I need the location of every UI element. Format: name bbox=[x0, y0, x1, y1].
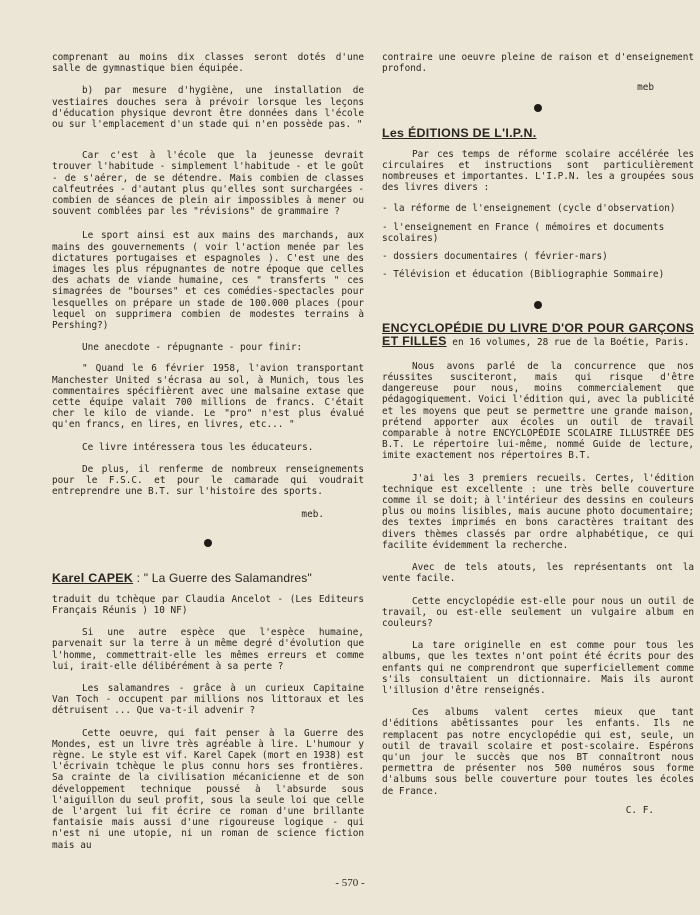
paragraph: contraire une oeuvre pleine de raison et d'enseignement profond. bbox=[382, 52, 694, 75]
paragraph: Les salamandres - grâce à un curieux Capitaine Van Toch - occupent par millions nos littoraux et les détruisent ... Que va-t-il advenir ? bbox=[52, 682, 364, 717]
paragraph: Une anecdote - répugnante - pour finir: bbox=[82, 342, 303, 354]
paragraph: La tare originelle en est comme pour tous les albums, que les textes n'ont point été écrits pour des enfants qui ne comprendront que superficiellement comme s'ils consultaient un dictionnaire. Mais ils auront l'illusion d'être renseignés. bbox=[382, 640, 694, 696]
publication-list bbox=[382, 203, 694, 280]
left-column bbox=[52, 52, 364, 851]
paragraph: Ce livre intéressera tous les éducateurs. bbox=[82, 441, 314, 453]
list-item: - l'enseignement en France ( mémoires et documents scolaires) bbox=[382, 221, 665, 244]
paragraph: Cette encyclopédie est-elle pour nous un outil de travail, ou est-elle seulement un vulgaire album en couleurs? bbox=[382, 595, 694, 629]
paragraph: comprenant au moins dix classes seront dotés d'une salle de gymnastique bien équipée. bbox=[52, 52, 364, 75]
paragraph: Le sport ainsi est aux mains des marchands, aux mains des gouvernements ( voir l'action menée par les dictatures portugaises et espagnoles ). C'est une des images les plus répugnantes de notre époque que celles des achats de viande humaine, ces " transferts " ces simagrées de "bourses" et ces comédies-spectacles pour lesquelles on prépare un stade de 100.000 places (pour lequel on supprimera combien de modestes terrains à Pershing?) bbox=[52, 230, 364, 332]
quotation: " Quand le 6 février 1958, l'avion transportant Manchester United s'écrasa au sol, à Munich, tous les commentaires spécifièrent avec une malsaine extase que cette équipe valait 700 millions de francs. C'était cher le kilo de viande. Le "pro" n'est plus évalué qu'en francs, en lires, en livres, etc... " bbox=[52, 363, 364, 431]
section-bullet bbox=[534, 104, 542, 112]
page-number: - 570 - bbox=[335, 877, 365, 889]
encyclopedia-heading bbox=[382, 323, 694, 347]
signature: meb. bbox=[301, 508, 324, 520]
paragraph: Avec de tels atouts, les représentants ont la vente facile. bbox=[382, 562, 694, 585]
paragraph: J'ai les 3 premiers recueils. Certes, l'édition technique est excellente : une très belle couverture comme il se doit; à l'intérieur des dessins en couleurs plus ou moins lisibles, mais aucune photo documentaire; des textes imprimés en bons caractères traitant des divers thèmes classés par ordre alphabétique, ce qui facilite évidemment la recherche. bbox=[382, 472, 694, 551]
paragraph: Nous avons parlé de la concurrence que nos réussites susciteront, mais qui risque d'être dangereuse pour nous, moins commercialement que pédagogiquement. Voici l'édition qui, avec la publicité et les moyens que peut se permettre une grande maison, prétend apporter aux écoles un outil de travail comparable à notre ENCYCLOPÉDIE SCOLAIRE ILLUSTRÉE DES B.T. Le répertoire lui-même, nommé Guide de lecture, imite exactement nos répertoires B.T. bbox=[382, 360, 694, 462]
author-name: Karel CAPEK bbox=[52, 570, 134, 585]
paragraph: Par ces temps de réforme scolaire accélérée les circulaires et instructions sont particulièrement nombreuses et importantes. L'I.P.N. les a groupées sous des livres divers : bbox=[382, 148, 694, 194]
paragraph: Ces albums valent certes mieux que tant d'éditions abêtissantes pour les enfants. Ils ne remplacent pas notre encyclopédie qui est, seule, un outil de travail scolaire et post-scolaire. Espérons qu'un jour le succès que nos BT connaîtront nous permettra de présenter nos 500 numéros sous forme d'albums sous belle couverture pour toutes les écoles de France. bbox=[382, 707, 694, 797]
book-subtitle: traduit du tchèque par Claudia Ancelot - (Les Editeurs Français Réunis ) 10 NF) bbox=[52, 593, 364, 616]
list-item: - la réforme de l'enseignement (cycle d'observation) bbox=[382, 203, 676, 215]
paragraph: Cette oeuvre, qui fait penser à la Guerre des Mondes, est un livre très agréable à lire. L'humour y règne. Le style est vif. Karel Capek (mort en 1938) est l'écrivain tchèque le plus connu hors ses frontières. Sa crainte de la civilisation mécanicienne et de son développement technique poussé à l'absurde sous l'aiguillon du seul profit, sous la seule loi que celle de l'argent lui fit écrire ce roman d'une brillante fantaisie mais aussi d'une rigoureuse logique - qui n'est ni une utopie, ni un roman de science fiction mais au bbox=[52, 727, 364, 851]
list-item: - Télévision et éducation (Bibliographie Sommaire) bbox=[382, 269, 665, 281]
book-review-heading bbox=[52, 567, 364, 586]
book-title: " La Guerre des Salamandres" bbox=[143, 570, 312, 585]
paragraph: De plus, il renferme de nombreux renseignements pour le F.S.C. et pour le camarade qui voudrait entreprendre une B.T. sur l'histoire des sports. bbox=[52, 463, 364, 498]
section-bullet bbox=[534, 301, 542, 309]
signature: C. F. bbox=[625, 804, 654, 816]
title-separator: : bbox=[133, 570, 144, 585]
paragraph: Car c'est à l'école que la jeunesse devrait trouver l'habitude - simplement l'habitude - et le goût - de s'aérer, de se détendre. Mais combien de classes calfeutrées - d'autant plus qu'elles sont surchargées - combien de séances de plein air impossibles à mener ou souvent comblées par les "révisions" de grammaire ? bbox=[52, 150, 364, 218]
section-title-ipn: Les ÉDITIONS DE L'I.P.N. bbox=[382, 125, 537, 140]
section-bullet bbox=[204, 539, 212, 547]
paragraph: Si une autre espèce que l'espèce humaine, parvenait sur la terre à un même degré d'évolution que l'homme, commettrait-elle les mêmes erreurs et comme lui, irait-elle délibérément à sa perte ? bbox=[52, 627, 364, 672]
publisher-details: en 16 volumes, 28 rue de la Boétie, Paris. bbox=[446, 336, 690, 348]
list-item: - dossiers documentaires ( février-mars) bbox=[382, 251, 608, 263]
section-title-encyclopedia: ENCYCLOPÉDIE DU LIVRE D'OR POUR GARÇONS ET FILLES bbox=[382, 321, 694, 348]
right-column bbox=[382, 52, 694, 816]
paragraph: b) par mesure d'hygiène, une installation de vestiaires douches sera à prévoir lorsque les leçons d'éducation physique devront être données dans l'école ou sur l'emplacement d'un stade qui n'en possède pas. " bbox=[52, 85, 364, 131]
signature: meb bbox=[637, 82, 654, 94]
